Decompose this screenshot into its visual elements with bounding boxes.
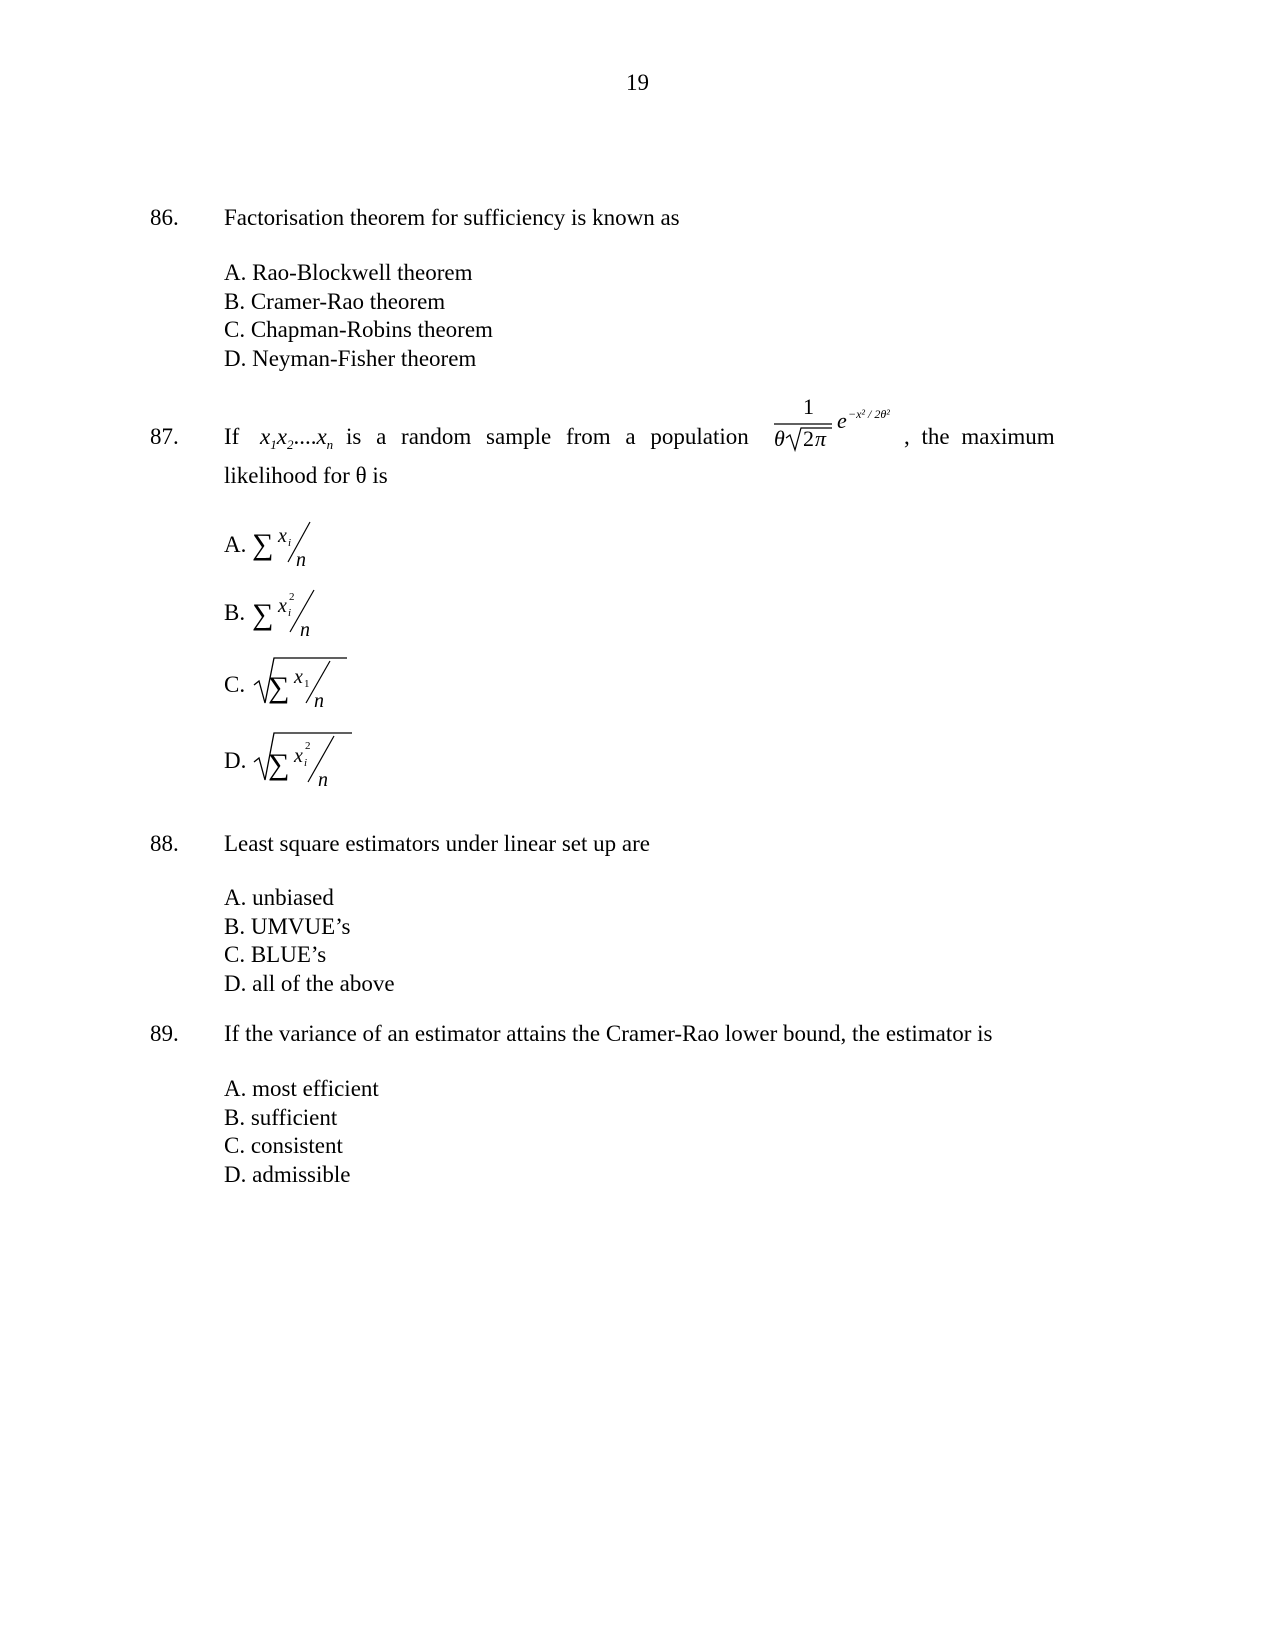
svg-text:i: i	[288, 607, 292, 619]
option-c-86: C. Chapman-Robins theorem	[224, 317, 493, 343]
question-number-86: 86.	[150, 205, 179, 230]
sqrt-sum-x1-over-n-formula	[252, 655, 362, 713]
option-a-87-label: A.	[224, 532, 247, 557]
sqrt-sum-xi-squared-over-n-formula	[252, 730, 364, 790]
option-c-89: C. consistent	[224, 1133, 343, 1159]
svg-text:i: i	[304, 757, 308, 769]
svg-text:2: 2	[305, 740, 311, 752]
population-density-formula	[770, 398, 920, 458]
svg-text:n: n	[300, 619, 310, 640]
svg-text:1: 1	[304, 678, 310, 690]
q87-the-maximum: , the maximum	[904, 424, 1055, 449]
option-a-88: A. unbiased	[224, 885, 334, 910]
options-89	[224, 1075, 379, 1190]
svg-text:−x² / 2θ²: −x² / 2θ²	[848, 407, 890, 421]
svg-text:∑: ∑	[268, 748, 290, 781]
q87-sample-text: is a random sample from a population	[346, 424, 749, 449]
question-number-87: 87.	[150, 424, 179, 449]
option-d-86: D. Neyman-Fisher theorem	[224, 346, 477, 372]
question-number-89: 89.	[150, 1021, 179, 1046]
option-d-87	[224, 730, 364, 790]
option-c-88: C. BLUE’s	[224, 942, 327, 968]
option-b-86: B. Cramer-Rao theorem	[224, 288, 446, 314]
option-a-87	[224, 520, 344, 570]
page-number: 19	[626, 70, 649, 95]
option-b-87	[224, 588, 344, 638]
sum-xi-over-n-formula	[252, 520, 342, 570]
options-88	[224, 884, 395, 999]
question-number-88: 88.	[150, 831, 179, 856]
svg-text:n: n	[314, 690, 324, 712]
svg-text:1: 1	[803, 398, 814, 419]
option-b-88: B. UMVUE’s	[224, 913, 351, 939]
option-c-87	[224, 655, 364, 713]
svg-text:n: n	[318, 769, 328, 790]
svg-text:i: i	[288, 537, 292, 549]
svg-text:∑: ∑	[268, 671, 290, 704]
q87-sample-variables: $x_1x_2....x_n$	[260, 424, 334, 452]
svg-text:θ: θ	[774, 426, 785, 451]
question-text-86: Factorisation theorem for sufficiency is known as	[224, 205, 680, 230]
question-text-87	[224, 398, 1124, 460]
option-a-89: A. most efficient	[224, 1076, 379, 1101]
question-text-87-line2: likelihood for θ is	[224, 463, 388, 488]
svg-text:π: π	[815, 426, 827, 451]
option-b-87-label: B.	[224, 600, 246, 625]
svg-text:n: n	[296, 549, 306, 570]
svg-text:2: 2	[803, 426, 814, 451]
svg-text:x: x	[278, 595, 287, 617]
option-d-87-label: D.	[224, 748, 247, 773]
svg-text:x: x	[294, 666, 303, 688]
question-text-89: If the variance of an estimator attains the Cramer-Rao lower bound, the estimator is	[224, 1021, 993, 1046]
sum-xi-squared-over-n-formula	[252, 588, 342, 640]
options-86	[224, 259, 493, 374]
svg-text:e: e	[837, 408, 847, 433]
svg-text:x: x	[278, 525, 287, 547]
svg-text:∑: ∑	[252, 528, 274, 561]
option-c-87-label: C.	[224, 672, 246, 697]
option-d-89: D. admissible	[224, 1162, 351, 1188]
svg-text:2: 2	[289, 591, 295, 603]
svg-text:x: x	[294, 745, 303, 767]
option-d-88: D. all of the above	[224, 971, 395, 997]
option-b-89: B. sufficient	[224, 1104, 338, 1130]
q87-if: If	[224, 424, 240, 449]
svg-text:∑: ∑	[252, 598, 274, 631]
option-a-86: A. Rao-Blockwell theorem	[224, 260, 473, 285]
question-text-88: Least square estimators under linear set up are	[224, 831, 650, 856]
